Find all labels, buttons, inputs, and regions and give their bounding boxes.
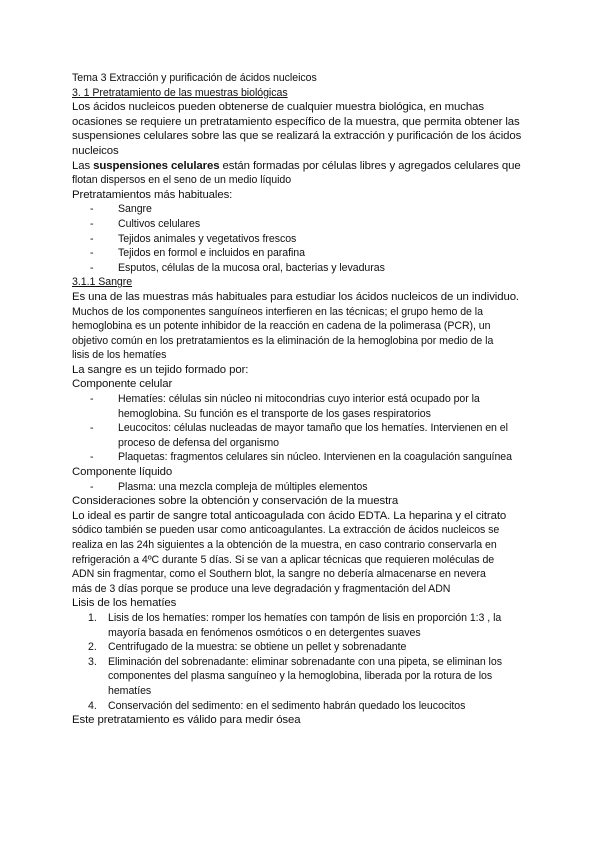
numbered-item-continuation: componentes del plasma sanguíneo y la hemoglobina, liberada por la rotura de los [108,670,493,683]
pretratamientos-list [72,202,532,275]
item-number: 2. [88,641,97,654]
item-number: 4. [88,699,97,712]
numbered-item [72,640,532,655]
sangre-line: Es una de las muestras más habituales para estudiar los ácidos nucleicos de un individuo. [72,290,519,303]
numbered-item-continuation: hematíes [108,684,152,697]
lisis-list [72,611,532,713]
dash-marker: - [90,217,94,230]
list-item [72,450,532,465]
componente-celular-list [72,392,532,465]
dash-marker: - [90,261,94,274]
doc-title: Tema 3 Extracción y purificación de ácidos nucleicos [72,72,317,84]
tejido-line: La sangre es un tejido formado por: [72,363,249,376]
list-item [72,217,532,232]
intro-paragraph [72,100,532,158]
dash-marker: - [90,480,94,493]
intro-line: nucleicos [72,144,119,157]
list-item-text: Plaquetas: fragmentos celulares sin núcleo. Intervienen en la coagulación sanguínea [118,451,512,464]
dash-marker: - [90,232,94,245]
intro-line: suspensiones celulares sobre las que se realizará la extracción y purificación de los ácidos [72,130,522,143]
consideraciones-line: más de 3 días porque se produce una leve degradación y fragmentación del ADN [72,582,451,595]
list-item [72,261,532,276]
numbered-item [72,611,532,626]
dash-marker: - [90,247,94,260]
item-number: 3. [88,655,97,668]
item-text: Centrifugado de la muestra: se obtiene un pellet y sobrenadante [108,641,407,654]
list-item-text: Tejidos animales y vegetativos frescos [118,232,297,245]
consideraciones-line: refrigeración a 4ºC durante 5 días. Si se van a aplicar técnicas que requieren moléculas de [72,553,495,566]
list-item [72,480,532,495]
componente-celular-heading: Componente celular [72,378,173,391]
list-item-text: Plasma: una mezcla compleja de múltiples elementos [118,480,368,493]
dash-marker: - [90,203,94,216]
list-item-text: Hematíes: células sin núcleo ni mitocondrias cuyo interior está ocupado por la [118,393,480,406]
suspensiones-pre: Las [72,159,94,172]
dash-marker: - [90,393,94,406]
suspensiones-bold: suspensiones celulares [93,159,220,172]
sangre-line: lisis de los hematíes [72,349,167,362]
list-item-text: Esputos, células de la mucosa oral, bacterias y levaduras [118,261,385,274]
suspensiones-line [72,159,532,174]
section-3-1-heading: 3. 1 Pretratamiento de las muestras biológicas [72,86,288,99]
list-item [72,421,532,436]
pretratamientos-heading: Pretratamientos más habituales: [72,188,233,201]
intro-line: ocasiones se requiere un pretratamiento específico de la muestra, que permita obtener las [72,115,520,128]
consideraciones-line: ADN sin fragmentar, como el Southern blot, la sangre no debería almacenarse en nevera [72,568,486,581]
final-line: Este pretratamiento es válido para medir ósea [72,714,301,727]
numbered-item-continuation: mayoría basada en fenómenos osmóticos o en detergentes suaves [108,626,421,639]
suspensiones-post: están formadas por células libres y agregados celulares que [219,159,521,172]
list-item-continuation: hemoglobina. Su función es el transporte de los gases respiratorios [118,407,431,420]
list-item-text: Sangre [118,203,152,216]
suspensiones-paragraph [72,159,532,188]
list-item [72,246,532,261]
dash-marker: - [90,422,94,435]
sangre-line: objetivo común en los pretratamientos es la eliminación de la hemoglobina por medio de la [72,334,494,347]
list-item-continuation: proceso de defensa del organismo [118,436,279,449]
item-text: Conservación del sedimento: en el sedimento habrán quedado los leucocitos [108,699,466,712]
numbered-item [72,699,532,714]
item-text: Lisis de los hematíes: romper los hematíes con tampón de lisis en proporción 1:3 , la [108,611,502,624]
consideraciones-line: realiza en las 24h siguientes a la obtención de la muestra, en caso contrario conservarla en [72,539,497,551]
section-3-1-1-heading: 3.1.1 Sangre [72,276,133,289]
consideraciones-paragraph [72,509,532,597]
document-page [72,71,532,728]
sangre-line: Muchos de los componentes sanguíneos interfieren en las técnicas; el grupo hemo de la [72,305,483,318]
list-item-text: Tejidos en formol e incluidos en parafina [118,247,305,260]
consideraciones-line: Lo ideal es partir de sangre total anticoagulada con ácido EDTA. La heparina y el citrato [72,509,507,522]
numbered-item [72,655,532,670]
consideraciones-heading: Consideraciones sobre la obtención y conservación de la muestra [72,495,399,508]
list-item [72,232,532,247]
list-item [72,392,532,407]
lisis-heading: Lisis de los hematíes [72,597,177,610]
intro-line: Los ácidos nucleicos pueden obtenerse de cualquier muestra biológica, en muchas [72,101,484,114]
componente-liquido-heading: Componente líquido [72,466,173,479]
dash-marker: - [90,451,94,464]
sangre-paragraph [72,290,532,363]
list-item-text: Leucocitos: células nucleadas de mayor tamaño que los hematíes. Intervienen en el [118,422,508,435]
item-number: 1. [88,611,97,624]
suspensiones-line-2: flotan dispersos en el seno de un medio líquido [72,174,292,187]
consideraciones-line: sódico también se pueden usar como anticoagulantes. La extracción de ácidos nucleicos se [72,524,500,537]
sangre-line: hemoglobina es un potente inhibidor de la reacción en cadena de la polimerasa (PCR), un [72,320,491,333]
list-item [72,202,532,217]
list-item-text: Cultivos celulares [118,217,201,230]
item-text: Eliminación del sobrenadante: eliminar sobrenadante con una pipeta, se eliminan los [108,655,502,668]
